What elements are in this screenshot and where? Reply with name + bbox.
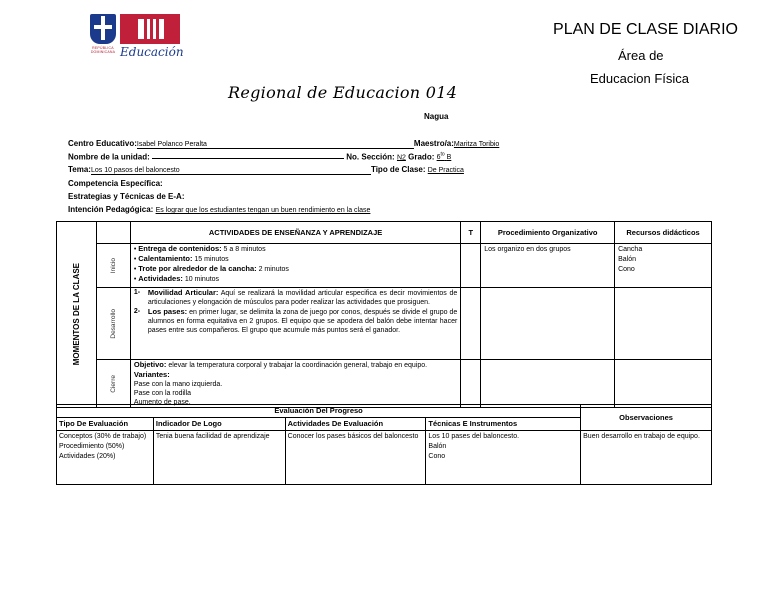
cierre-label-cell [96, 360, 130, 408]
moments-label: MOMENTOS DE LA CLASE [71, 263, 81, 366]
tipo-value: De Practica [427, 167, 464, 174]
eval-data-row [57, 431, 712, 485]
tipo-label: Tipo de Clase: [370, 165, 426, 174]
maestro-value: Maritza Toribio [453, 141, 500, 148]
moments-cell [57, 222, 97, 408]
cierre-t [461, 360, 481, 408]
list-item: Variantes: [133, 370, 170, 379]
inicio-row [57, 244, 712, 288]
list-item: Pase con la mano izquierda. [133, 381, 223, 388]
actividades-cell: Conocer los pases básicos del baloncesto [285, 431, 426, 485]
republic-shield-logo [88, 14, 118, 62]
ministry-logo [88, 14, 184, 64]
tipo-cell: Conceptos (30% de trabajo) Procedimiento (50%) Actividades (20%) [57, 431, 154, 485]
list-item: Objetivo: elevar la temperatura corporal y trabajar la coordinación general, trabajo en equipo. [133, 360, 428, 369]
actividades-header: Actividades De Evaluación [285, 418, 426, 431]
list-item: 2- Los pases: en primer lugar, se delimita la zona de juego por conos, después se divide el grupo de alumnos en forma equitativa en 2 grupos. El equipo que se apodera del balón debe intentar hacer pases entre sus compañeros. El grupo que acumule más puntos será el ganador. [133, 307, 458, 334]
tipo-header: Tipo De Evaluación [57, 418, 154, 431]
intencion-value: Es lograr que los estudiantes tengan un buen rendimiento en la clase [155, 207, 371, 214]
info-row-intencion [68, 205, 370, 214]
observacion-cell: Buen desarrollo en trabajo de equipo. [581, 431, 712, 485]
logo-right-text: Educación [120, 45, 184, 59]
grado-label: Grado: [408, 152, 435, 162]
grado-value: $6^{to}$ B [436, 152, 452, 162]
indicador-header: Indicador De Logo [153, 418, 285, 431]
inicio-label: Inicio [109, 257, 117, 274]
procedure-header: Procedimiento Organizativo [481, 222, 615, 244]
info-row-unidad [68, 152, 451, 161]
desarrollo-label-cell [96, 288, 130, 360]
desarrollo-t [461, 288, 481, 360]
resources-header: Recursos didácticos [615, 222, 712, 244]
seccion-label: No. Sección: [346, 152, 395, 162]
observaciones-header: Observaciones [581, 405, 712, 431]
centro-label: Centro Educativo: [68, 139, 137, 148]
maestro-label: Maestro/a: [413, 139, 454, 148]
unidad-blank [152, 158, 344, 159]
estrategias-label: Estrategias y Técnicas de E-A: [68, 192, 185, 201]
info-row-competencia [68, 179, 163, 188]
competencia-label: Competencia Específica: [68, 179, 163, 188]
centro-value: Isabel Polanco Peralta [136, 141, 207, 148]
desarrollo-resources [615, 288, 712, 360]
page-title: PLAN DE CLASE DIARIO [553, 21, 738, 38]
cierre-row [57, 360, 712, 408]
list-item: Aumento de pase. [133, 399, 191, 406]
inicio-activities [130, 244, 460, 288]
intencion-label: Intención Pedagógica: [68, 205, 154, 214]
regional-title: Regional de Educacion 014 [228, 83, 458, 102]
cierre-label: Cierre [109, 374, 117, 393]
t-header: T [461, 222, 481, 244]
desarrollo-activities [130, 288, 460, 360]
inicio-t [461, 244, 481, 288]
indicador-cell: Tenia buena facilidad de aprendizaje [153, 431, 285, 485]
evaluation-table [56, 404, 712, 485]
cierre-resources [615, 360, 712, 408]
area-value: Educacion Física [590, 71, 689, 86]
table-header-row [57, 222, 712, 244]
tema-label: Tema: [68, 165, 91, 174]
inicio-resources: Cancha Balón Cono [615, 244, 712, 288]
inicio-label-cell [96, 244, 130, 288]
desarrollo-procedure [481, 288, 615, 360]
class-activities-table [56, 221, 712, 408]
list-item: 1- Movilidad Articular: Aquí se realizará la movilidad articular especifica es decir movimientos de articulaciones y elongación de músculos para poder realizar las actividades que prosiguen. [133, 288, 458, 306]
inicio-procedure: Los organizo en dos grupos [481, 244, 615, 288]
education-logo [120, 14, 184, 62]
desarrollo-label: Desarrollo [109, 308, 117, 339]
eval-title: Evaluación Del Progreso [57, 405, 581, 418]
cierre-activities [130, 360, 460, 408]
desarrollo-row [57, 288, 712, 360]
list-item: • Calentamiento: 15 minutos [133, 254, 229, 263]
info-row-centro [68, 139, 499, 149]
activities-header: ACTIVIDADES DE ENSEÑANZA Y APRENDIZAJE [130, 222, 460, 244]
list-item: • Trote por alrededor de la cancha: 2 minutos [133, 264, 289, 273]
tema-value: Los 10 pasos del baloncesto [90, 167, 180, 174]
tecnicas-header: Técnicas E Instrumentos [426, 418, 581, 431]
cierre-procedure [481, 360, 615, 408]
eval-title-row [57, 405, 712, 418]
list-item: • Actividades: 10 minutos [133, 274, 220, 283]
info-row-estrategias [68, 192, 185, 201]
logo-left-text: REPÚBLICA DOMINICANA [90, 46, 116, 54]
list-item: Pase con la rodilla [133, 390, 192, 397]
empty-header [96, 222, 130, 244]
tecnicas-cell: Los 10 pases del baloncesto. Balón Cono [426, 431, 581, 485]
unidad-label: Nombre de la unidad: [68, 152, 150, 162]
area-label: Área de [618, 48, 664, 63]
info-row-tema [68, 165, 464, 175]
district-name: Nagua [424, 112, 449, 121]
list-item: • Entrega de contenidos: 5 a 8 minutos [133, 244, 266, 253]
seccion-value: N2 [396, 154, 406, 162]
